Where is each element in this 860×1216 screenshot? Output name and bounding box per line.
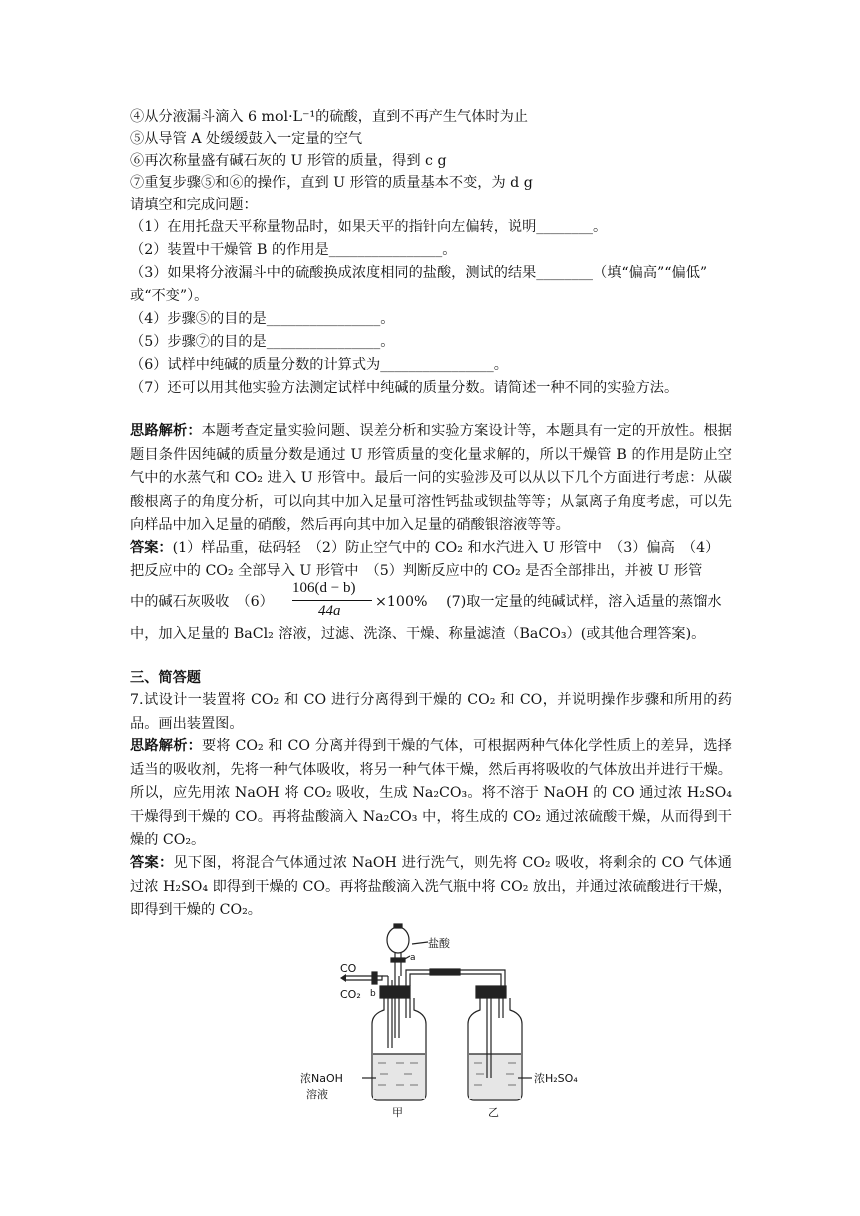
analysis-label-2: 思路解析：	[130, 738, 202, 754]
hcl-label: 盐酸	[428, 937, 450, 950]
question-4: （4）步骤⑤的目的是________________。	[130, 311, 395, 327]
gas-co2-label: CO₂	[340, 988, 361, 1001]
question-7-text: 7.试设计一装置将 CO₂ 和 CO 进行分离得到干燥的 CO₂ 和 CO，并说明操作步骤和所用的药品。画出装置图。	[130, 692, 732, 732]
analysis-paragraph-1	[130, 420, 732, 538]
naoh-label: 浓NaOH	[300, 1072, 343, 1085]
valve-a-label: a	[410, 953, 416, 963]
answer-1-line-3-pre: 中的碱石灰吸收 （6）	[130, 594, 274, 610]
step-7: ⑦重复步骤⑤和⑥的操作，直到 U 形管的质量基本不变，为 d g	[130, 175, 533, 191]
bottle-jia-label: 甲	[392, 1106, 403, 1119]
answer-1-line-1: 答案：(1）样品重，砝码轻 （2）防止空气中的 CO₂ 和水汽进入 U 形管中 （3）偏高 （4）	[130, 540, 720, 556]
step-4: ④从分液漏斗滴入 6 mol·L⁻¹的硫酸，直到不再产生气体时为止	[130, 109, 528, 125]
question-6: （6）试样中纯碱的质量分数的计算式为________________。	[130, 357, 508, 373]
connecting-tube	[406, 969, 505, 986]
question-2: （2）装置中干燥管 B 的作用是________________。	[130, 242, 457, 258]
valve-b-label: b	[370, 989, 376, 999]
formula-denominator: 44a	[318, 603, 341, 619]
answer-label: 答案：	[130, 540, 173, 556]
question-7: （7）还可以用其他实验方法测定试样中纯碱的质量分数。请简述一种不同的实验方法。	[130, 380, 679, 396]
answer-1-line-3-post: ×100% (7)取一定量的纯碱试样，溶入适量的蒸馏水	[375, 594, 722, 610]
answer-label-2: 答案：	[130, 855, 174, 871]
question-5: （5）步骤⑦的目的是________________。	[130, 334, 395, 350]
analysis-text: 本题考查定量实验问题、误差分析和实验方案设计等，本题具有一定的开放性。根据题目条件因纯碱的质量分数是通过 U 形管质量的变化量求解的，所以干燥管 B 的作用是防止空气中的水蒸气和 CO₂ 进入 U 形管中。最后一问的实验涉及可以从以下几个方面进行考虑：从碳酸根离子的角度分析，可以向其中加入足量可溶性钙盐或钡盐等等；从氯离子角度考虑，可以先向样品中加入足量的硝酸，然后再向其中加入足量的硝酸银溶液等等。	[130, 423, 732, 534]
gas-co-label: CO	[340, 962, 357, 975]
naoh-label-2: 溶液	[306, 1088, 328, 1101]
h2so4-label: 浓H₂SO₄	[534, 1072, 578, 1085]
washing-bottle-yi	[468, 986, 522, 1100]
answer-text-2: 见下图，将混合气体通过浓 NaOH 进行洗气，则先将 CO₂ 吸收，将剩余的 CO 气体通过浓 H₂SO₄ 即得到干燥的 CO。再将盐酸滴入洗气瓶中将 CO₂ 放出，并通过浓硫酸进行干燥，即得到干燥的 CO₂。	[130, 855, 732, 919]
prompt-text: 请填空和完成问题：	[130, 197, 258, 213]
formula-numerator: 106(d − b)	[292, 580, 356, 596]
section-title: 三、简答题	[130, 670, 201, 686]
question-3: （3）如果将分液漏斗中的硫酸换成浓度相同的盐酸，测试的结果________（填“偏高”“偏低”	[130, 265, 708, 281]
analysis-paragraph-2	[130, 735, 732, 853]
answer-paragraph-2	[130, 852, 732, 923]
formula-fraction-bar	[292, 600, 372, 601]
step-5: ⑤从导管 A 处缓缓鼓入一定量的空气	[130, 131, 363, 147]
question-1: （1）在用托盘天平称量物品时，如果天平的指针向左偏转，说明________。	[130, 219, 608, 235]
analysis-text-2: 要将 CO₂ 和 CO 分离并得到干燥的气体，可根据两种气体化学性质上的差异，选择适当的吸收剂，先将一种气体吸收，将另一种气体干燥，然后再将吸收的气体放出并进行干燥。所以，应先用浓 NaOH 将 CO₂ 吸收，生成 Na₂CO₃。将不溶于 NaOH 的 CO 通过浓 H₂SO₄ 干燥得到干燥的 CO。再将盐酸滴入 Na₂CO₃ 中，将生成的 CO₂ 通过浓硫酸干燥，从而得到干燥的 CO₂。	[130, 738, 732, 849]
question-3-cont: 或“不变”）。	[130, 288, 209, 304]
step-6: ⑥再次称量盛有碱石灰的 U 形管的质量，得到 c g	[130, 153, 447, 169]
apparatus-diagram	[300, 918, 578, 1123]
answer-1-line-2: 把反应中的 CO₂ 全部导入 U 形管中 （5）判断反应中的 CO₂ 是否全部排出，并被 U 形管	[130, 563, 703, 579]
bottle-yi-label: 乙	[488, 1106, 499, 1119]
answer-1-line-4: 中，加入足量的 BaCl₂ 溶液，过滤、洗涤、干燥、称量滤渣（BaCO₃）(或其他合理答案)。	[130, 626, 706, 642]
analysis-label: 思路解析：	[130, 423, 202, 439]
